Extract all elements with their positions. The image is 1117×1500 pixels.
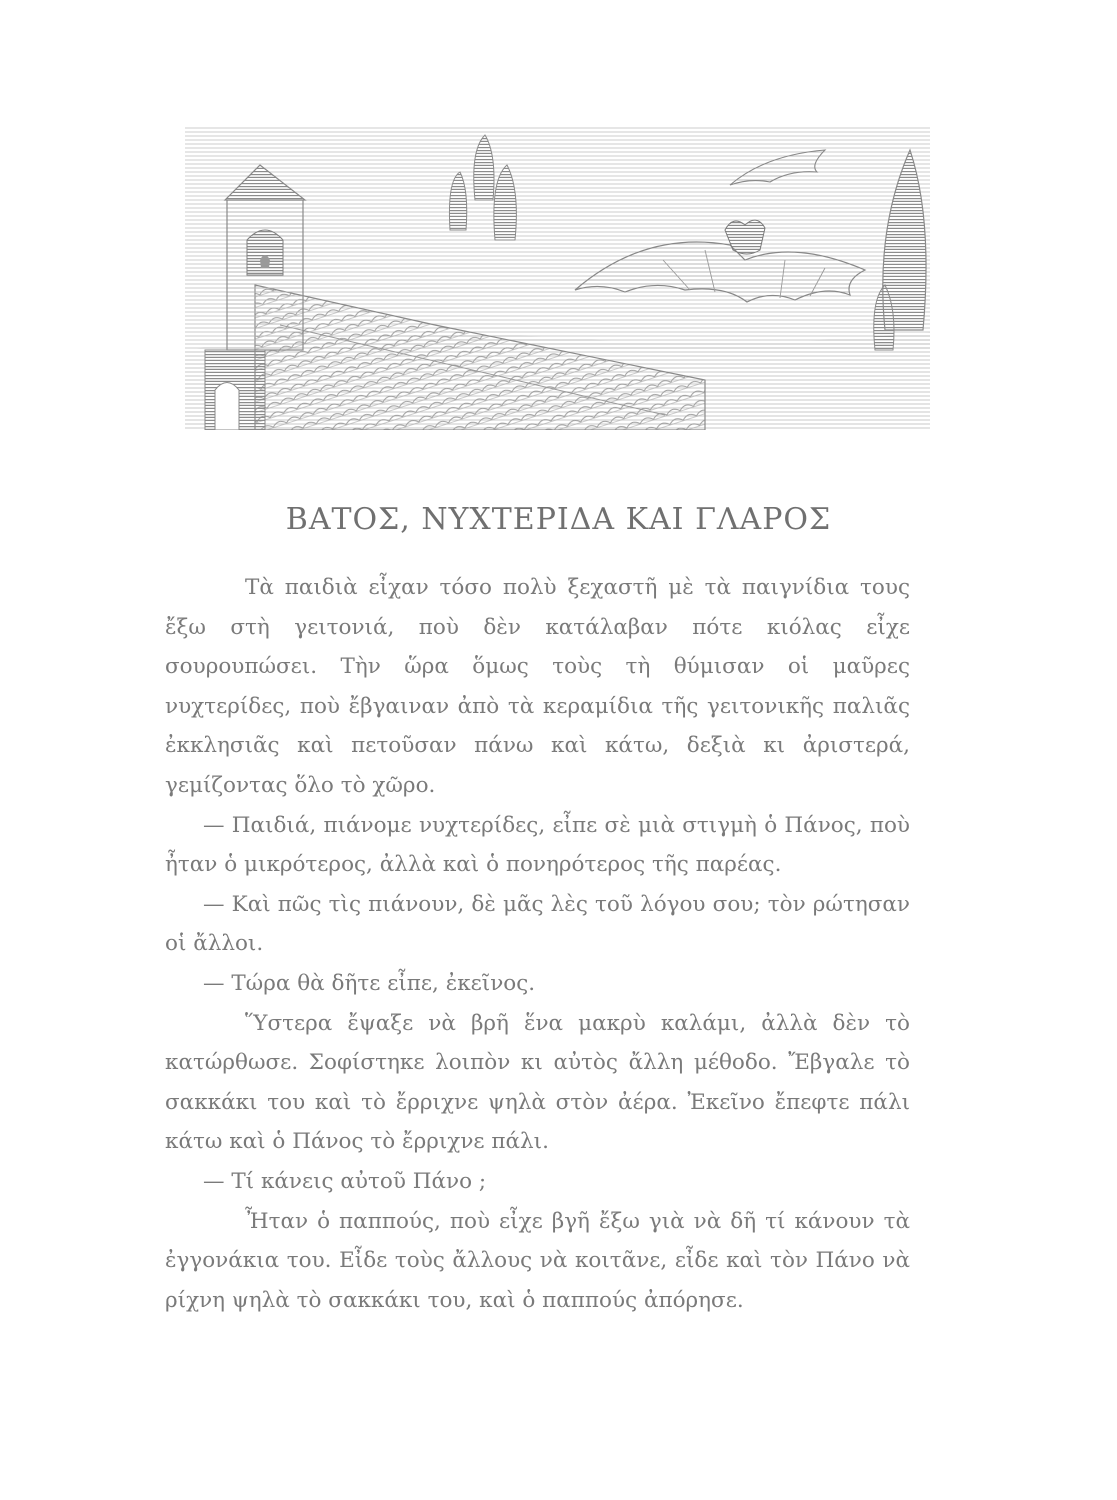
paragraph-dialogue-2: — Καὶ πῶς τὶς πιάνουν, δὲ μᾶς λὲς τοῦ λόγου σου; τὸν ρώτησαν οἱ ἄλλοι. (165, 891, 910, 957)
paragraph-dialogue-1: — Παιδιά, πιάνομε νυχτερίδες, εἶπε σὲ μιὰ στιγμὴ ὁ Πάνος, ποὺ ἦταν ὁ μικρότερος, ἀλλὰ καὶ ὁ πονηρότερος τῆς παρέας. (165, 812, 910, 878)
paragraph-dialogue-4: — Τί κάνεις αὐτοῦ Πάνο ; (203, 1168, 487, 1194)
paragraph-intro: Τὰ παιδιὰ εἶχαν τόσο πολὺ ξεχαστῆ μὲ τὰ παιγνίδια τους ἔξω στὴ γειτονιά, ποὺ δὲν κατάλαβαν πότε κιόλας εἶχε σουρουπώσει. Τὴν ὥρα ὅμως τοὺς τὴ θύμισαν οἱ μαῦρες νυχτερίδες, ποὺ ἔβγαιναν ἀπὸ τὰ κεραμίδια τῆς γειτονικῆς παλιᾶς ἐκκλησιᾶς καὶ πετοῦσαν πάνω καὶ κάτω, δεξιὰ κι ἀριστερά, γεμίζοντας ὅλο τὸ χῶρο. (165, 575, 910, 798)
page-title: ΒΑΤΟΣ, ΝΥΧΤΕΡΙΔΑ ΚΑΙ ΓΛΑΡΟΣ (285, 502, 832, 538)
header-illustration (185, 110, 930, 430)
bats-church-illustration-icon (185, 110, 930, 430)
paragraph-narrative-2: Ἦταν ὁ παππούς, ποὺ εἶχε βγῆ ἔξω γιὰ νὰ δῆ τί κάνουν τὰ ἐγγονάκια του. Εἶδε τοὺς ἄλλους νὰ κοιτᾶνε, εἶδε καὶ τὸν Πάνο νὰ ρίχνη ψηλὰ τὸ σακκάκι του, καὶ ὁ παππούς ἀπόρησε. (165, 1208, 910, 1313)
story-text (165, 568, 910, 1320)
paragraph-narrative-1: Ὕστερα ἔψαξε νὰ βρῆ ἕνα μακρὺ καλάμι, ἀλλὰ δὲν τὸ κατώρθωσε. Σοφίστηκε λοιπὸν κι αὐτὸς ἄλλη μέθοδο. Ἔβγαλε τὸ σακκάκι του καὶ τὸ ἔρριχνε ψηλὰ στὸν ἀέρα. Ἐκεῖνο ἔπεφτε πάλι κάτω καὶ ὁ Πάνος τὸ ἔρριχνε πάλι. (165, 1010, 910, 1155)
paragraph-dialogue-3: — Τώρα θὰ δῆτε εἶπε, ἐκεῖνος. (203, 970, 536, 996)
